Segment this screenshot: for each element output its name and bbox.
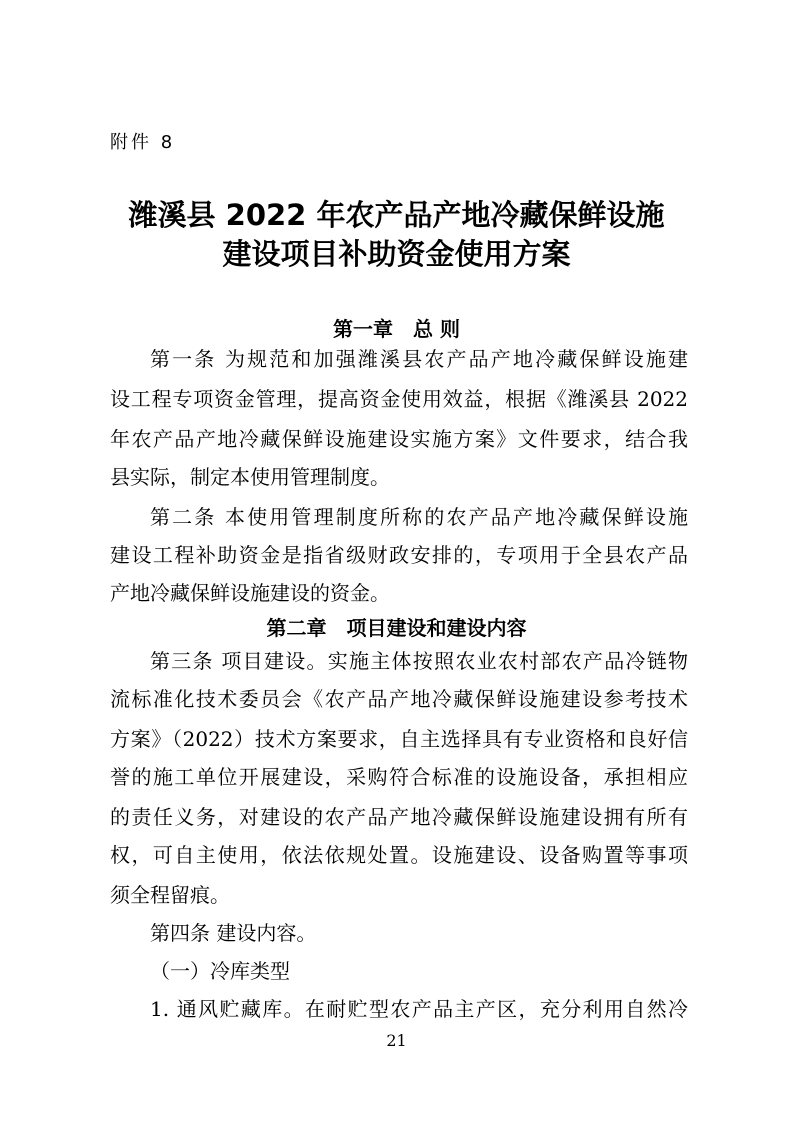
body-line: 方案》（2022）技术方案要求，自主选择具有专业资格和良好信 [110,727,688,751]
body-line: 年农产品产地冷藏保鲜设施建设实施方案》文件要求，结合我 [110,427,688,451]
body-line: 流标准化技术委员会《农产品产地冷藏保鲜设施建设参考技术 [110,687,688,711]
page-number: 21 [386,1031,407,1050]
attachment-label: 附件 8 [110,132,176,153]
body-line: 须全程留痕。 [110,883,230,907]
body-line: 设工程专项资金管理，提高资金使用效益，根据《潍溪县 2022 [110,387,688,411]
body-line: 第一条 为规范和加强潍溪县农产品产地冷藏保鲜设施建 [150,347,688,371]
document-title-line-1: 潍溪县 2022 年农产品产地冷藏保鲜设施 [128,198,665,232]
body-line: （一）冷库类型 [150,959,290,983]
body-line: 1. 通风贮藏库。在耐贮型农产品主产区，充分利用自然冷 [150,997,688,1021]
body-line: 产地冷藏保鲜设施建设的资金。 [110,581,390,605]
chapter-heading-2: 第二章 项目建设和建设内容 [266,616,527,640]
body-line: 县实际，制定本使用管理制度。 [110,465,390,489]
body-line: 建设工程补助资金是指省级财政安排的，专项用于全县农产品 [110,543,688,567]
body-line: 的责任义务，对建设的农产品产地冷藏保鲜设施建设拥有所有 [110,805,688,829]
body-line: 权，可自主使用，依法依规处置。设施建设、设备购置等事项 [110,843,688,867]
document-title-line-2: 建设项目补助资金使用方案 [222,237,571,271]
chapter-heading-1: 第一章 总 则 [333,317,460,341]
body-line: 第二条 本使用管理制度所称的农产品产地冷藏保鲜设施 [150,505,688,529]
body-line: 第三条 项目建设。实施主体按照农业农村部农产品冷链物 [150,649,688,673]
body-line: 誉的施工单位开展建设，采购符合标准的设施设备，承担相应 [110,765,688,789]
body-line: 第四条 建设内容。 [150,921,317,945]
